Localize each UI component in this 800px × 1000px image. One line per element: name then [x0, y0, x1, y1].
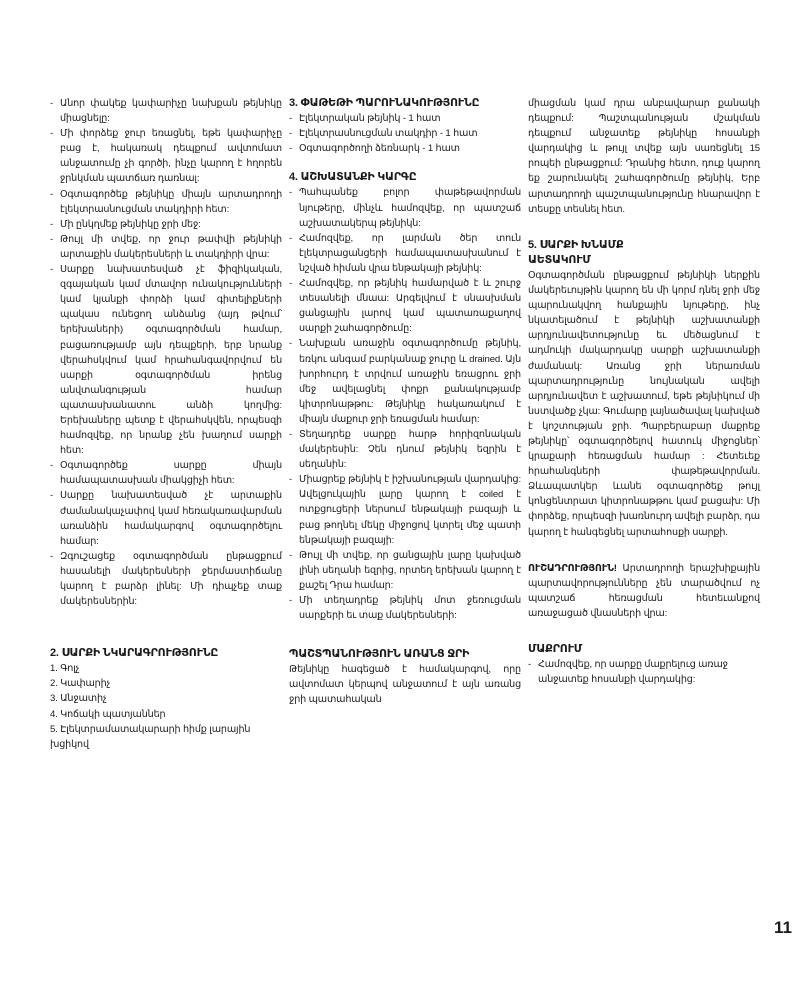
list-item: - Պահպանեք բոլոր փաթեթավորման նյութերը, մինչև համոզվեք, որ պատշաճ աշխատակերպ թեյնիկն:	[289, 185, 521, 230]
list-item: - Օգտագործողի ձեռնարկ - 1 հատ	[289, 141, 521, 156]
list-item: 4. Կոճակի պատյաններ	[50, 708, 166, 720]
list-item: - Նախքան առաջին օգտագործումը թեյնիկ, եռկու անգամ բարկանաք ջուրը և drained. Այն խորհուրդ է տրվում առաջին եռացրու ջրի մեջ ավելացնել փոքր քանակությամբ կիտրոնաթթու: Թեյնիկը հակառակում է միայն մաքուր ջրի եռացման համար:	[289, 336, 521, 427]
page-number: 11	[774, 918, 792, 937]
column-3	[528, 96, 760, 687]
section-heading-maintenance: 5. ՍԱՐՔԻ ԽՆԱՄՔ	[528, 238, 624, 251]
dry-protection-text: Թեյնիկը հագեցած է համակարգով, որը ավտոմատ կերպով անջատում է այն առանց ջրի պատահական	[289, 664, 521, 706]
list-item: - Մի տեղադրեք թեյնիկ մոտ ջեռուցման սարքերի եւ տաք մակերեսների:	[289, 593, 521, 623]
list-item: - Զգուշացեք օգտագործման ընթացքում հասանելի մակերեսների ջերմաստիճանը կարող է բարձր լինել: Մի դիպչեք տաք մակերեսներին:	[50, 549, 282, 609]
operation-list	[289, 185, 521, 623]
list-item: - Համոզվեք, որ թեյնիկ համարված է և շուրջ տեսանելի մնաա: Արգելվում է սնասխման ցանցային լարով կամ պատառաքաղով սարքի շահագործումը:	[289, 276, 521, 336]
warning-note	[528, 561, 760, 621]
list-item: - Սարքը նախատեսված չէ ֆիզիկական, զգայական կամ մտավոր ունակությունների կամ կյանքի փորձի կամ գիտելիքների պակաս ունեցող անձանց (այդ թվում՝ երեխաների) օգտագործման համար, բացառությամբ այն դեպքերի, երբ նրանք վերահսկվում կամ հրահանգավորվում են սարքի օգտագործման իրենց անվտանգության համար պատասխանատու անձի կողմից: Երեխաները պետք է վերահսկվեն, որպեսզի համոզվեք, որ նրանք չեն խաղում սարքի հետ:	[50, 262, 282, 458]
list-item: - Անոր փակեք կափարիչը նախքան թեյնիկը միացնելը:	[50, 96, 282, 126]
warning-label: ՈՒՇԱԴՐՈՒԹՅՈՒՆ!	[528, 562, 617, 574]
section-heading-package: 3. ՓԱԹԵԹԻ ՊԱՐՈՒՆԱԿՈՒԹՅՈՒՆԸ	[289, 97, 480, 109]
list-item: - Մի փորձեք ջուր եռացնել, եթե կափարիչը բաց է, հակառակ դեպքում ավտոմատ անջատումը չի գործի, ինչը կարող է հղորեն ջրնկման պատճառ դառնալ:	[50, 126, 282, 186]
list-item: - Համոզվեք, որ լարման ծեր տուն էլեկտրացանցերի համապատասխանում է նշված հիման վրա ենթակայի թեյնիկ:	[289, 231, 521, 276]
package-list	[289, 111, 521, 156]
list-item: 1. Գոլչ	[50, 663, 80, 675]
section-heading-cleaning: ՄԱՔՐՈՒՄ	[528, 643, 583, 655]
list-item: - Համոզվեք, որ սարքը մաքրելուց առաջ անջատեք հոսանքի վարդակից:	[528, 657, 760, 687]
section-subheading-descaling: ԱԵՏԱԿՈՒՄ	[528, 253, 591, 266]
list-item: 3. Անջատիչ	[50, 693, 107, 705]
list-item: - Սարքը նախատեսված չէ արտաքին ժամանակաչափով կամ հեռակառավարման առանձին համակարգով օգտագործելու համար:	[50, 488, 282, 548]
list-item: - Օգտագործեք սարքը միայն համապատասխան միակցիչի հետ:	[50, 458, 282, 488]
maintenance-text: Օգտագործման ընթացքում թեյնիկի ներքին մակերեւույթին կարող են մի կորմ դնել ջրի մեջ պարունակվող հանքային նյութերը, ինչ նկատելածում է թեյնիկի աշխատանքի արդյունավետությունը եւ մեծացնում է ադմուկի մակարդակը սարքի աշխատանքի ժամանակ: Առանց ջրի ներառման պարտադրությունը նույնական ավելի արդյունավետ է աշխատում, եթե թեյնիկում մի նստվածք չկա: Գումարը լայնածավալ կախված է կոշտության ջրի. Պարբերաբար մաքրեք թեյնիկը՝ օգտագործելով հատուկ միջոցներ՝ կրաքարի հեռացման համար : Հետեւեք հրահանգների փաթեթավորման. Ձևապատկեր ևանե օգտագործեք թույլ կոնցենտրատ կիտրոնաթթու կամ քացախ: Մի փորձեք, որպեսզի խառնուրդ ավելի բարձր, դա կարող է հանգեցնել արտահոսքի սարքի.	[528, 269, 760, 538]
list-item: - Օգտագործեք թեյնիկը միայն արտադրողի էլեկտրասնուցման տակդիրի հետ:	[50, 187, 282, 217]
warning-text: Արտադրողի երաշխիքային պարտավորությունները չեն տարածվում ոչ պատշաճ հեռացման հետեւանքով առաջացած վնասների վրա:	[528, 562, 760, 619]
list-item: - Միացրեք թեյնիկ է իշխանության վարդակից: Ավելցուկային լարը կարող է coiled է ոտքցուցերի ներսում ենթակայի բազայի և բաց թողնել մեկը միջոցով կտրել մեջ պատի ենթակայի բազայի:	[289, 472, 521, 547]
list-item: - Էլեկտրասնուցման տակդիր - 1 հատ	[289, 126, 521, 141]
dry-protection-text-continued: միացման կամ դրա անբավարար քանակի դեպքում: Պաշտպանության մշակման դեպքում անջատեք թեյնիկը հոսանքի վարդակից և թույլ տվեք այն սառեցնել 15 րոպեի ընթացքում: Դրանից հետո, դուք կարող եք շարունակել շահագործումը թեյնիկ, Երբ արտադրողի պաշտպանությունը հնարավոր է տեսքը տեսնել հետ.	[528, 98, 760, 215]
safety-list	[50, 96, 282, 609]
section-heading-description: 2. ՍԱՐՔԻ ՆԿԱՐԱԳՐՈՒԹՅՈՒՆԸ	[50, 647, 219, 660]
cleaning-list	[528, 657, 760, 687]
list-item: - Էլեկտրական թեյնիկ - 1 հատ	[289, 111, 521, 126]
list-item: 2. Կափարիչ	[50, 678, 111, 690]
column-2	[289, 96, 521, 708]
list-item: - Թույլ մի տվեք, որ ջուր թափվի թեյնիկի արտաքին մակերեսների և տակդիրի վրա:	[50, 232, 282, 262]
list-item: 5. Էլեկտրամատակարարի հիմք լարային խցիկով	[50, 723, 251, 750]
list-item: - Թույլ մի տվեք, որ ցանցային լարը կախված լինի սեղանի եզրից, որտեղ երեխան կարող է քաշել Դրա համար:	[289, 548, 521, 593]
parts-list	[50, 661, 282, 752]
list-item: - Տեղադրեք սարքը հարթ հորիզոնական մակերեսին: Չեն դնում թեյնիկ եզրին է սեղանին:	[289, 427, 521, 472]
list-item: - Մի ընկղմեք թեյնիկը ջրի մեջ:	[50, 217, 282, 232]
section-heading-operation: 4. ԱՇԽԱՏԱՆՔԻ ԿԱՐԳԸ	[289, 171, 417, 184]
section-heading-dry-protection: ՊԱՇՏՊԱՆՈՒԹՅՈՒՆ ԱՌԱՆՑ ՋՐԻ	[289, 648, 470, 661]
column-1	[50, 96, 282, 752]
